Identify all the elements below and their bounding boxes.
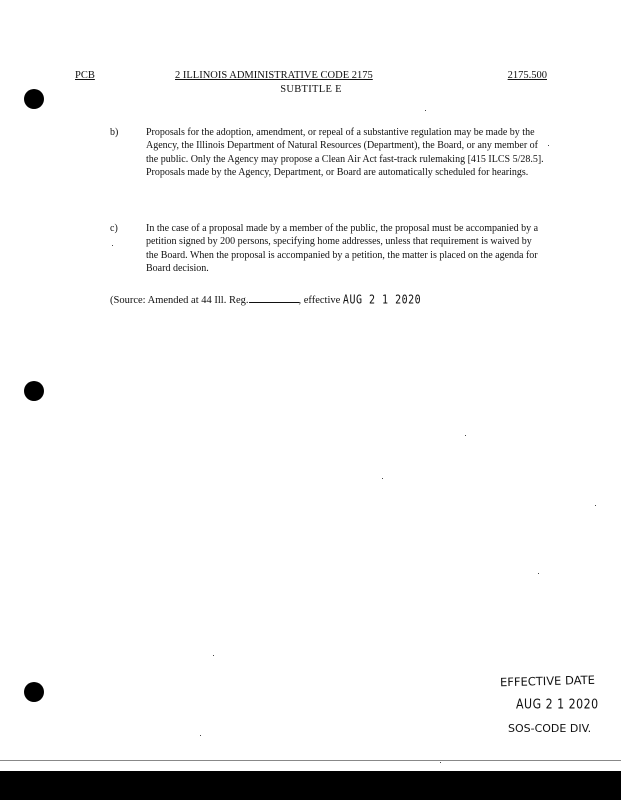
- effective-date-stamp-division: SOS-CODE DIV.: [508, 722, 592, 735]
- scan-speck: [200, 735, 201, 736]
- scan-bottom-border: [0, 771, 621, 800]
- effective-date-stamp-date: AUG 2 1 2020: [516, 696, 599, 713]
- binder-hole-icon: [24, 89, 44, 109]
- paragraph-c: [110, 222, 545, 275]
- paragraph-text: Proposals for the adoption, amendment, or repeal of a substantive regulation may be made by the Agency, the Illinois Department of Natural Resources (Department), the Board, or any member of the public. Only the Agency may propose a Clean Air Act fast-track rulemaking [415 ILCS 5/28.5]. Proposals made by the Agency, Department, or Board are automatically scheduled for hearings.: [146, 127, 544, 178]
- header-section-number: 2175.500: [507, 70, 547, 81]
- binder-hole-icon: [24, 682, 44, 702]
- scan-speck: [213, 655, 214, 656]
- scan-speck: [112, 245, 113, 246]
- stamped-effective-date: AUG 2 1 2020: [342, 293, 422, 308]
- scan-edge-line: [0, 760, 621, 761]
- paragraph-label: c): [110, 223, 118, 234]
- scan-speck: [425, 110, 426, 111]
- header-subtitle: SUBTITLE E: [280, 84, 342, 95]
- effective-date-stamp-title: EFFECTIVE DATE: [499, 672, 596, 690]
- header-code-title: 2 ILLINOIS ADMINISTRATIVE CODE 2175: [175, 70, 373, 81]
- scan-speck: [595, 505, 596, 506]
- binder-hole-icon: [24, 381, 44, 401]
- running-header: [75, 70, 547, 84]
- paragraph-b: [110, 126, 545, 179]
- paragraph-text: In the case of a proposal made by a member of the public, the proposal must be accompanied by a petition signed by 200 persons, specifying home addresses, unless that requirement is waived by the Board. When the proposal is accompanied by a petition, the matter is placed on the agenda for Board decision.: [146, 223, 539, 274]
- scan-speck: [538, 573, 539, 574]
- scan-speck: [548, 145, 549, 146]
- scan-speck: [440, 762, 441, 763]
- scan-speck: [382, 478, 383, 479]
- scan-speck: [465, 435, 466, 436]
- header-agency: PCB: [75, 70, 95, 81]
- register-page-blank: [249, 292, 299, 303]
- paragraph-label: b): [110, 127, 119, 138]
- source-note: [110, 292, 421, 306]
- source-prefix: (Source: Amended at 44 Ill. Reg.: [110, 295, 249, 306]
- source-effective: , effective: [298, 295, 341, 306]
